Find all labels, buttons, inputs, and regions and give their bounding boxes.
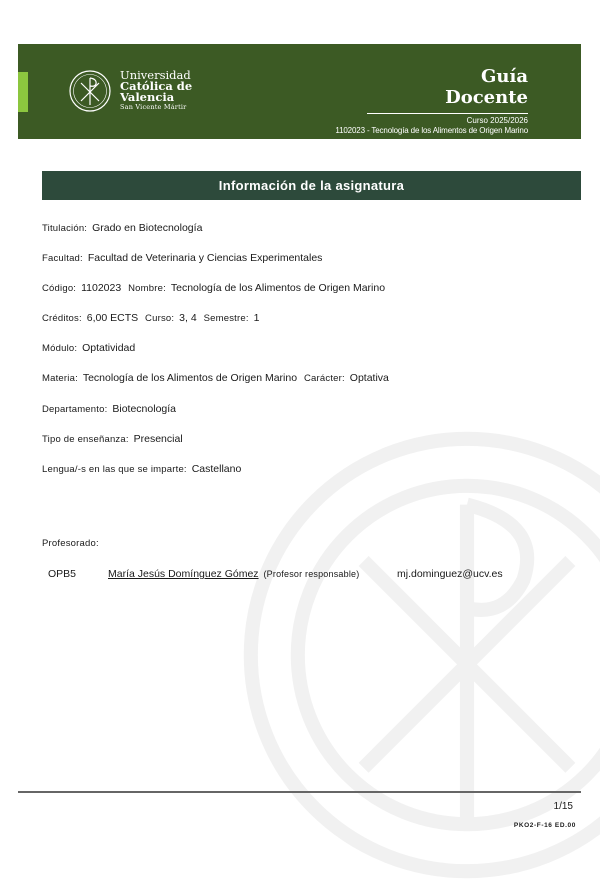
university-name-line1: Universidad — [120, 68, 191, 82]
field-label-creditos: Créditos: — [42, 313, 82, 324]
university-logo-icon — [68, 69, 112, 113]
field-value-semestre: 1 — [253, 312, 260, 324]
field-value: Biotecnología — [112, 403, 177, 415]
page-number: 1/15 — [553, 801, 573, 812]
guide-title-line2: Docente — [445, 87, 528, 108]
watermark-seal — [232, 420, 600, 890]
field-value: Optatividad — [82, 342, 136, 354]
university-name-line3: Valencia — [120, 90, 175, 104]
university-name-line2: Católica de — [120, 79, 193, 93]
professor-email: mj.dominguez@ucv.es — [397, 568, 503, 580]
subject-code-title: 1102023 - Tecnología de los Alimentos de Origen Marino — [335, 126, 528, 135]
footer-divider — [18, 791, 581, 793]
field-facultad — [42, 252, 322, 264]
professor-role: (Profesor responsable) — [263, 569, 360, 579]
field-value: Presencial — [133, 433, 183, 445]
field-label-caracter: Carácter: — [303, 373, 345, 384]
field-label-curso: Curso: — [145, 313, 175, 324]
university-name — [120, 70, 192, 111]
university-name-line4: San Vicente Mártir — [120, 103, 187, 111]
document-code: PKO2-F-16 ED.00 — [513, 822, 576, 829]
guide-title-line1: Guía — [481, 66, 528, 87]
field-codigo-nombre — [42, 282, 385, 294]
field-departamento — [42, 403, 176, 415]
field-value: Castellano — [191, 463, 242, 475]
header-accent-bar — [18, 72, 28, 112]
header-divider — [367, 113, 528, 114]
professor-entry — [108, 568, 359, 580]
field-value-caracter: Optativa — [349, 372, 389, 384]
guide-title — [445, 66, 528, 108]
field-value-nombre: Tecnología de los Alimentos de Origen Marino — [170, 282, 386, 294]
professors-heading: Profesorado: — [42, 538, 99, 549]
field-creditos-curso-semestre — [42, 312, 259, 324]
course-year: Curso 2025/2026 — [466, 116, 528, 125]
field-value-codigo: 1102023 — [81, 282, 122, 294]
field-value-materia: Tecnología de los Alimentos de Origen Marino — [82, 372, 298, 384]
field-label-semestre: Semestre: — [203, 313, 249, 324]
field-label: Departamento: — [42, 404, 108, 415]
field-label-materia: Materia: — [42, 373, 78, 384]
field-value: Facultad de Veterinaria y Ciencias Experimentales — [87, 252, 323, 264]
field-titulacion — [42, 222, 202, 234]
field-label-codigo: Código: — [42, 283, 77, 294]
field-label-nombre: Nombre: — [128, 283, 166, 294]
field-label: Titulación: — [42, 223, 88, 234]
field-value-curso: 3, 4 — [179, 312, 197, 324]
professor-code: OPB5 — [48, 568, 77, 580]
field-modulo — [42, 342, 135, 354]
field-label: Módulo: — [42, 343, 78, 354]
section-title: Información de la asignatura — [42, 171, 581, 200]
field-materia-caracter — [42, 372, 389, 384]
field-lengua — [42, 463, 241, 475]
field-label: Lengua/-s en las que se imparte: — [42, 464, 187, 475]
field-label: Tipo de enseñanza: — [42, 434, 129, 445]
field-tipo-ensenanza — [42, 433, 183, 445]
professor-name-link[interactable]: María Jesús Domínguez Gómez — [108, 568, 259, 580]
field-value: Grado en Biotecnología — [92, 222, 203, 234]
field-label: Facultad: — [42, 253, 83, 264]
field-value-creditos: 6,00 ECTS — [86, 312, 139, 324]
